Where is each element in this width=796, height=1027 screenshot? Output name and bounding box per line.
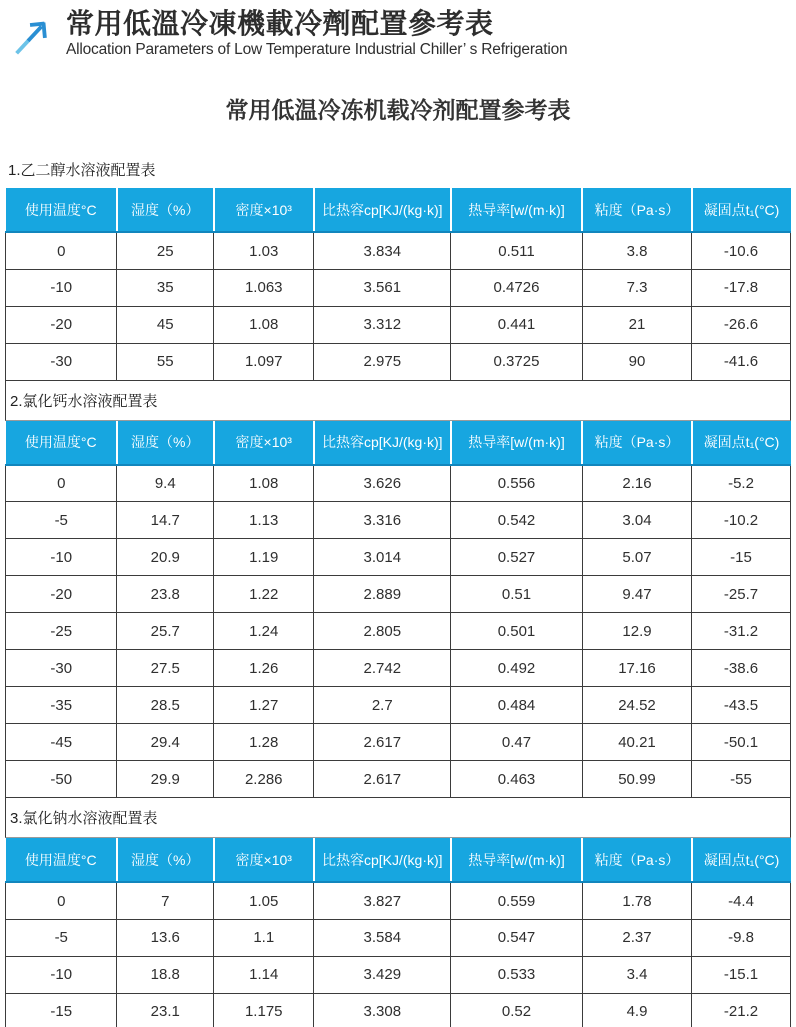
table-cell: 9.47 — [582, 576, 691, 613]
column-header: 粘度（Pa·s） — [582, 188, 691, 232]
table-row — [6, 919, 791, 956]
table-cell: -41.6 — [692, 343, 791, 380]
table-cell: 1.78 — [582, 882, 691, 919]
table-cell: 2.37 — [582, 919, 691, 956]
table-cell: 3.308 — [314, 993, 451, 1027]
section-label: 3.氯化钠水溶液配置表 — [5, 798, 791, 838]
table-row — [6, 232, 791, 269]
arrow-up-right-icon — [8, 13, 54, 59]
table-cell: 17.16 — [582, 650, 691, 687]
table-cell: -25.7 — [692, 576, 791, 613]
banner-title: 常用低溫冷凍機載冷劑配置參考表 — [66, 8, 494, 39]
table-cell: -5.2 — [692, 465, 791, 502]
table-cell: 3.827 — [314, 882, 451, 919]
table-cell: 3.312 — [314, 306, 451, 343]
table-row — [6, 993, 791, 1027]
table-cell: 28.5 — [117, 687, 214, 724]
column-header: 湿度（%） — [117, 188, 214, 232]
table-cell: 0.501 — [451, 613, 583, 650]
table-cell: 45 — [117, 306, 214, 343]
table-cell: 1.13 — [214, 502, 314, 539]
table-cell: 25.7 — [117, 613, 214, 650]
table-cell: 3.561 — [314, 269, 451, 306]
column-header: 比热容cp[KJ/(kg·k)] — [314, 421, 451, 465]
table-row — [6, 882, 791, 919]
table-cell: 1.22 — [214, 576, 314, 613]
table-cell: 27.5 — [117, 650, 214, 687]
table-cell: 1.05 — [214, 882, 314, 919]
table-cell: 7.3 — [582, 269, 691, 306]
table-cell: 2.889 — [314, 576, 451, 613]
table-cell: 0 — [6, 232, 117, 269]
table-cell: 7 — [117, 882, 214, 919]
table-row — [6, 956, 791, 993]
table-cell: 3.4 — [582, 956, 691, 993]
table-cell: 0.511 — [451, 232, 583, 269]
table-cell: 90 — [582, 343, 691, 380]
table-cell: 3.316 — [314, 502, 451, 539]
table-cell: 0.527 — [451, 539, 583, 576]
column-header: 粘度（Pa·s） — [582, 838, 691, 882]
table-row — [6, 576, 791, 613]
table-cell: 3.04 — [582, 502, 691, 539]
column-header: 比热容cp[KJ/(kg·k)] — [314, 188, 451, 232]
table-cell: 1.03 — [214, 232, 314, 269]
table-cell: 2.16 — [582, 465, 691, 502]
page-banner — [0, 0, 796, 59]
column-header: 凝固点t₁(°C) — [692, 188, 791, 232]
table-cell: 1.08 — [214, 306, 314, 343]
header-row — [6, 421, 791, 465]
table-cell: -9.8 — [692, 919, 791, 956]
page-title: 常用低温冷冻机载冷剂配置参考表 — [225, 97, 571, 124]
table-cell: -20 — [6, 576, 117, 613]
table-cell: 1.19 — [214, 539, 314, 576]
table-cell: 0.441 — [451, 306, 583, 343]
parameter-table — [5, 188, 791, 381]
table-row — [6, 724, 791, 761]
table-cell: -26.6 — [692, 306, 791, 343]
table-cell: 1.063 — [214, 269, 314, 306]
table-cell: 2.617 — [314, 724, 451, 761]
table-cell: -38.6 — [692, 650, 791, 687]
table-row — [6, 343, 791, 380]
column-header: 使用温度°C — [6, 188, 117, 232]
table-cell: 0.542 — [451, 502, 583, 539]
table-cell: -15 — [692, 539, 791, 576]
table-cell: 0.484 — [451, 687, 583, 724]
table-cell: 1.14 — [214, 956, 314, 993]
table-cell: 0.559 — [451, 882, 583, 919]
table-cell: -43.5 — [692, 687, 791, 724]
table-cell: 0 — [6, 882, 117, 919]
table-cell: -4.4 — [692, 882, 791, 919]
column-header: 比热容cp[KJ/(kg·k)] — [314, 838, 451, 882]
header-row — [6, 838, 791, 882]
column-header: 热导率[w/(m·k)] — [451, 421, 583, 465]
table-cell: 29.9 — [117, 761, 214, 798]
table-cell: -17.8 — [692, 269, 791, 306]
table-cell: 29.4 — [117, 724, 214, 761]
table-cell: 3.014 — [314, 539, 451, 576]
table-row — [6, 539, 791, 576]
table-cell: -5 — [6, 919, 117, 956]
table-cell: 3.626 — [314, 465, 451, 502]
table-cell: 1.28 — [214, 724, 314, 761]
column-header: 密度×10³ — [214, 188, 314, 232]
table-row — [6, 269, 791, 306]
table-row — [6, 502, 791, 539]
table-cell: 25 — [117, 232, 214, 269]
table-row — [6, 761, 791, 798]
table-cell: 0.51 — [451, 576, 583, 613]
table-cell: 2.742 — [314, 650, 451, 687]
table-cell: -35 — [6, 687, 117, 724]
table-cell: 14.7 — [117, 502, 214, 539]
table-cell: -10.2 — [692, 502, 791, 539]
table-cell: -10 — [6, 956, 117, 993]
table-cell: 2.805 — [314, 613, 451, 650]
table-cell: 23.1 — [117, 993, 214, 1027]
column-header: 湿度（%） — [117, 838, 214, 882]
table-cell: -15.1 — [692, 956, 791, 993]
table-cell: 12.9 — [582, 613, 691, 650]
table-cell: -21.2 — [692, 993, 791, 1027]
table-cell: -25 — [6, 613, 117, 650]
table-cell: -10 — [6, 269, 117, 306]
table-cell: -50 — [6, 761, 117, 798]
table-cell: 3.834 — [314, 232, 451, 269]
column-header: 密度×10³ — [214, 838, 314, 882]
table-cell: 1.08 — [214, 465, 314, 502]
table-cell: 4.9 — [582, 993, 691, 1027]
header-row — [6, 188, 791, 232]
table-cell: 0.4726 — [451, 269, 583, 306]
table-cell: -30 — [6, 650, 117, 687]
parameter-table — [5, 838, 791, 1027]
table-cell: 1.175 — [214, 993, 314, 1027]
table-cell: 0 — [6, 465, 117, 502]
column-header: 密度×10³ — [214, 421, 314, 465]
table-cell: 0.52 — [451, 993, 583, 1027]
table-cell: 0.533 — [451, 956, 583, 993]
parameter-table — [5, 421, 791, 799]
table-cell: 0.3725 — [451, 343, 583, 380]
table-cell: 2.7 — [314, 687, 451, 724]
table-cell: 40.21 — [582, 724, 691, 761]
table-cell: 0.547 — [451, 919, 583, 956]
column-header: 热导率[w/(m·k)] — [451, 838, 583, 882]
table-cell: -45 — [6, 724, 117, 761]
table-cell: -20 — [6, 306, 117, 343]
table-cell: 1.097 — [214, 343, 314, 380]
table-cell: 23.8 — [117, 576, 214, 613]
table-cell: 3.8 — [582, 232, 691, 269]
section-label: 2.氯化钙水溶液配置表 — [5, 381, 791, 421]
table-cell: 50.99 — [582, 761, 691, 798]
table-cell: 0.556 — [451, 465, 583, 502]
banner-subtitle: Allocation Parameters of Low Temperature Industrial Chiller’ s Refrigeration — [66, 41, 568, 59]
table-row — [6, 650, 791, 687]
table-cell: -10 — [6, 539, 117, 576]
table-cell: -30 — [6, 343, 117, 380]
table-cell: 0.463 — [451, 761, 583, 798]
column-header: 使用温度°C — [6, 421, 117, 465]
column-header: 凝固点t₁(°C) — [692, 838, 791, 882]
table-cell: 2.286 — [214, 761, 314, 798]
table-cell: -31.2 — [692, 613, 791, 650]
table-cell: 2.617 — [314, 761, 451, 798]
table-cell: 3.584 — [314, 919, 451, 956]
column-header: 凝固点t₁(°C) — [692, 421, 791, 465]
table-cell: 2.975 — [314, 343, 451, 380]
table-cell: -10.6 — [692, 232, 791, 269]
table-cell: 1.26 — [214, 650, 314, 687]
table-cell: 9.4 — [117, 465, 214, 502]
table-row — [6, 687, 791, 724]
table-cell: 1.1 — [214, 919, 314, 956]
table-row — [6, 306, 791, 343]
table-row — [6, 613, 791, 650]
table-cell: -5 — [6, 502, 117, 539]
table-cell: 3.429 — [314, 956, 451, 993]
table-row — [6, 465, 791, 502]
column-header: 湿度（%） — [117, 421, 214, 465]
table-cell: -15 — [6, 993, 117, 1027]
table-cell: -55 — [692, 761, 791, 798]
table-cell: 18.8 — [117, 956, 214, 993]
table-cell: 24.52 — [582, 687, 691, 724]
table-cell: -50.1 — [692, 724, 791, 761]
column-header: 粘度（Pa·s） — [582, 421, 691, 465]
table-cell: 13.6 — [117, 919, 214, 956]
table-cell: 20.9 — [117, 539, 214, 576]
table-cell: 35 — [117, 269, 214, 306]
table-cell: 1.27 — [214, 687, 314, 724]
column-header: 使用温度°C — [6, 838, 117, 882]
table-cell: 0.492 — [451, 650, 583, 687]
table-cell: 55 — [117, 343, 214, 380]
section-label: 1.乙二醇水溶液配置表 — [8, 162, 156, 180]
table-cell: 1.24 — [214, 613, 314, 650]
table-cell: 21 — [582, 306, 691, 343]
banner-text — [66, 9, 567, 59]
tables-container — [0, 149, 796, 1027]
column-header: 热导率[w/(m·k)] — [451, 188, 583, 232]
table-cell: 0.47 — [451, 724, 583, 761]
table-cell: 5.07 — [582, 539, 691, 576]
